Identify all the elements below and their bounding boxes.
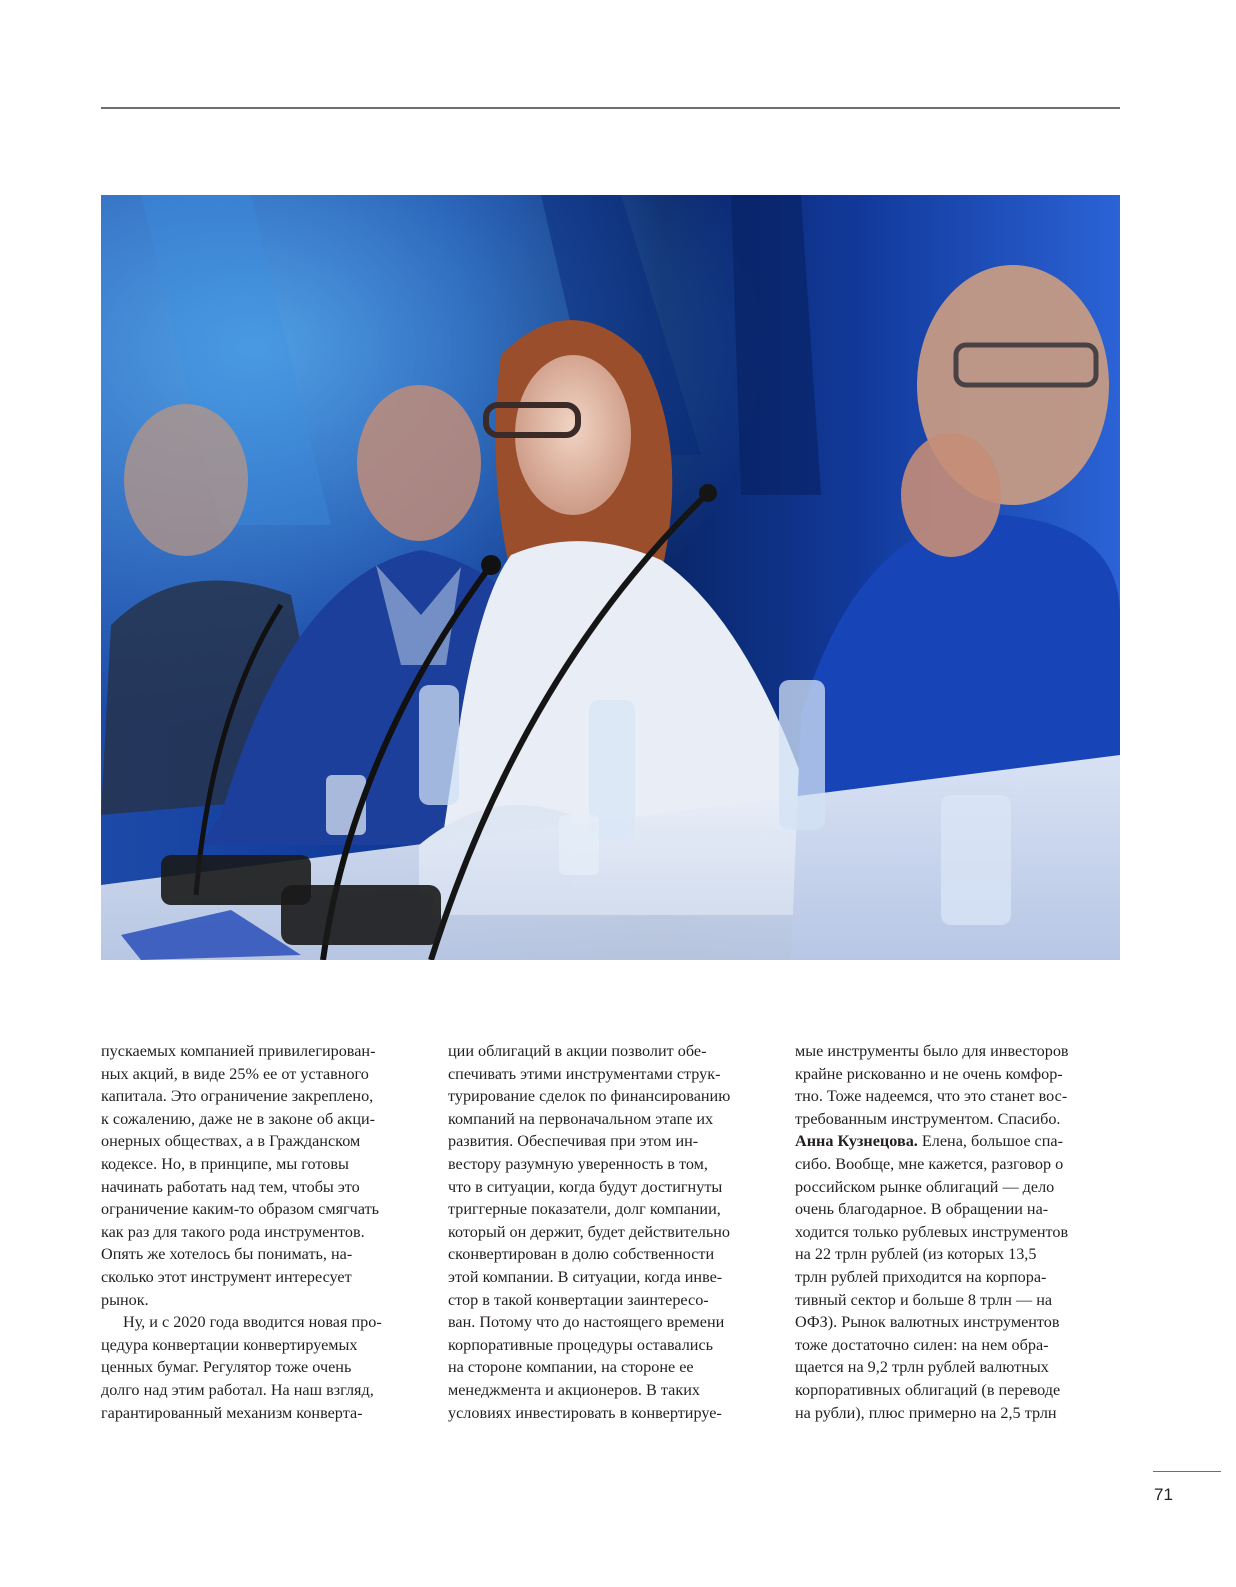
text-line: долго над этим работал. На наш взгляд,	[101, 1380, 374, 1399]
photo-illustration	[101, 195, 1120, 960]
text-line: ценных бумаг. Регулятор тоже очень	[101, 1358, 352, 1377]
text-line: условиях инвестировать в конвертируе-	[448, 1403, 722, 1422]
text-line: на стороне компании, на стороне ее	[448, 1358, 694, 1377]
text-line: ван. Потому что до настоящего времени	[448, 1313, 725, 1332]
text-line: трлн рублей приходится на корпора-	[795, 1267, 1047, 1286]
text-line: к сожалению, даже не в законе об акци-	[101, 1109, 376, 1128]
text-line: крайне рискованно и не очень комфор-	[795, 1064, 1063, 1083]
text-line: сконвертирован в долю собственности	[448, 1245, 715, 1264]
text-line: ных акций, в виде 25% ее от уставного	[101, 1064, 369, 1083]
page-number: 71	[1154, 1485, 1173, 1504]
top-rule	[101, 107, 1120, 109]
text-line: ходится только рублевых инструментов	[795, 1222, 1069, 1241]
text-line: рынок.	[101, 1290, 149, 1309]
text-line: корпоративных облигаций (в переводе	[795, 1380, 1061, 1399]
text-line: ОФЗ). Рынок валютных инструментов	[795, 1313, 1060, 1332]
speaker-line	[795, 1130, 1117, 1153]
text-line: тно. Тоже надеемся, что это станет вос-	[795, 1087, 1068, 1106]
text-line: очень благодарное. В обращении на-	[795, 1200, 1049, 1219]
text-line: пускаемых компанией привилегирован-	[101, 1042, 376, 1060]
text-line: тоже достаточно силен: на нем обра-	[795, 1335, 1049, 1354]
text-line: требованным инструментом. Спасибо.	[795, 1109, 1061, 1128]
speaker-name: Анна Кузнецова.	[795, 1132, 918, 1151]
speaker-text: Елена, большое спа-	[917, 1132, 1063, 1151]
text-line: компаний на первоначальном этапе их	[448, 1109, 714, 1128]
text-line: ограничение каким-то образом смягчать	[101, 1200, 380, 1219]
text-line: гарантированный механизм конверта-	[101, 1403, 363, 1422]
text-line: развития. Обеспечивая при этом ин-	[448, 1132, 699, 1151]
text-line: спечивать этими инструментами струк-	[448, 1064, 721, 1083]
text-line: сколько этот инструмент интересует	[101, 1267, 352, 1286]
text-line: онерных обществах, а в Гражданском	[101, 1132, 361, 1151]
text-line: этой компании. В ситуации, когда инве-	[448, 1267, 723, 1286]
text-line: российском рынке облигаций — дело	[795, 1177, 1055, 1196]
text-line: что в ситуации, когда будут достигнуты	[448, 1177, 723, 1196]
text-line: тивный сектор и больше 8 трлн — на	[795, 1290, 1053, 1309]
text-line: Опять же хотелось бы понимать, на-	[101, 1245, 353, 1264]
text-line: сибо. Вообще, мне кажется, разговор о	[795, 1154, 1064, 1173]
text-column-1	[101, 1040, 423, 1424]
text-line: мые инструменты было для инвесторов	[795, 1042, 1069, 1060]
text-line: стор в такой конвертации заинтересо-	[448, 1290, 709, 1309]
text-line: начинать работать над тем, чтобы это	[101, 1177, 360, 1196]
text-column-3	[795, 1040, 1117, 1424]
text-line: ции облигаций в акции позволит обе-	[448, 1042, 707, 1060]
text-line: на рубли), плюс примерно на 2,5 трлн	[795, 1403, 1057, 1422]
conference-panel-photo	[101, 195, 1120, 960]
text-column-2	[448, 1040, 770, 1424]
text-line: триггерные показатели, долг компании,	[448, 1200, 721, 1219]
text-line: на 22 трлн рублей (из которых 13,5	[795, 1245, 1037, 1264]
text-line: кодексе. Но, в принципе, мы готовы	[101, 1154, 349, 1173]
paragraph-start-line: Ну, и с 2020 года вводится новая про-	[123, 1313, 382, 1332]
text-line: вестору разумную уверенность в том,	[448, 1154, 708, 1173]
text-line: корпоративные процедуры оставались	[448, 1335, 714, 1354]
text-line: цедура конвертации конвертируемых	[101, 1335, 358, 1354]
text-line: щается на 9,2 трлн рублей валютных	[795, 1358, 1049, 1377]
text-line: который он держит, будет действительно	[448, 1222, 731, 1241]
text-line: капитала. Это ограничение закреплено,	[101, 1087, 374, 1106]
page-number-rule	[1153, 1471, 1221, 1472]
text-line: турирование сделок по финансированию	[448, 1087, 731, 1106]
text-line: менеджмента и акционеров. В таких	[448, 1380, 700, 1399]
text-line: как раз для такого рода инструментов.	[101, 1222, 365, 1241]
